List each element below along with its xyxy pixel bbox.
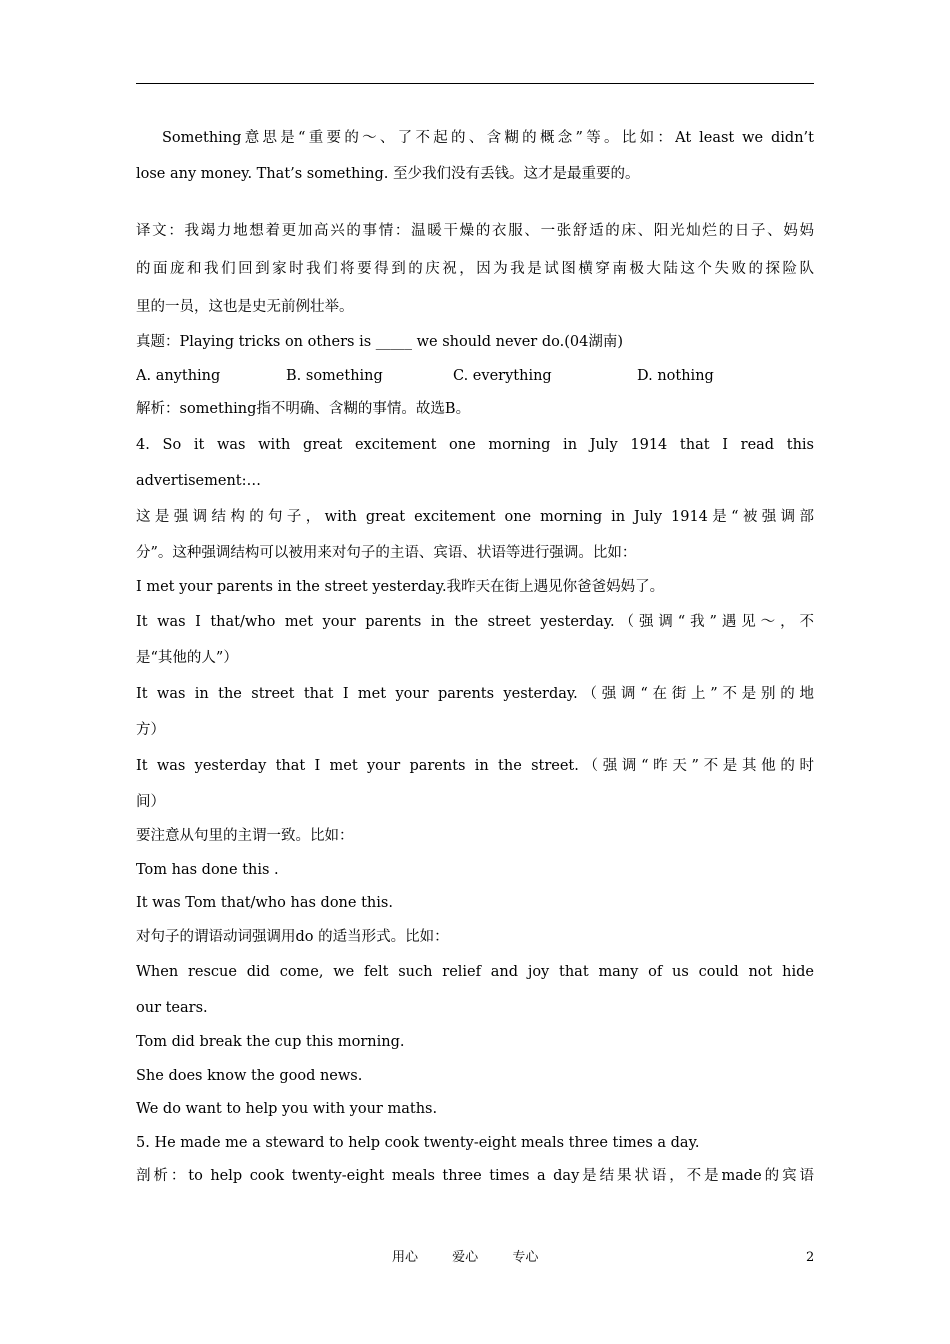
document-body: [136, 120, 814, 1194]
text-line: 方）: [136, 722, 165, 738]
paragraph-gap: [136, 192, 814, 212]
footer-motto: [392, 1248, 568, 1268]
text-line: 里的一员，这也是史无前例壮举。: [136, 299, 354, 315]
footer-motto-item: 爱心: [452, 1250, 479, 1265]
page-footer: [0, 1248, 950, 1268]
option-b: B. something: [286, 367, 383, 384]
footer-motto-item: 专心: [512, 1250, 539, 1265]
text-line: 4. So it was with great excitement one morning in July 1914 that I read this: [136, 436, 814, 453]
text-line: 的面庞和我们回到家时我们将要得到的庆祝，因为我是试图横穿南极大陆这个失败的探险队: [136, 261, 814, 277]
text-line: advertisement:…: [136, 472, 261, 489]
text-line: 是“其他的人”）: [136, 650, 238, 666]
text-line: 5. He made me a steward to help cook twenty-eight meals three times a day.: [136, 1134, 700, 1151]
text-line: 解析：something指不明确、含糊的事情。故选B。: [136, 401, 471, 417]
footer-motto-item: 用心: [392, 1250, 419, 1265]
text-line: She does know the good news.: [136, 1067, 363, 1084]
header-rule: [136, 83, 814, 84]
text-line: 剖析：to help cook twenty-eight meals three times a day是结果状语，不是made的宾语: [136, 1168, 814, 1184]
text-line: Something意思是“重要的～、了不起的、含糊的概念”等。比如：At least we didn’t: [162, 130, 814, 146]
option-d: D. nothing: [637, 367, 714, 384]
text-line: When rescue did come, we felt such relief and joy that many of us could not hide: [136, 964, 814, 980]
text-line: 间）: [136, 794, 165, 810]
text-line: 分”。这种强调结构可以被用来对句子的主语、宾语、状语等进行强调。比如：: [136, 544, 637, 561]
text-line: Tom has done this .: [136, 861, 279, 878]
text-line: It was in the street that I met your parents yesterday.（强调“在街上”不是别的地: [136, 686, 814, 702]
text-line: lose any money. That’s something. 至少我们没有丢钱。这才是最重要的。: [136, 166, 640, 182]
text-line: I met your parents in the street yesterday.我昨天在街上遇见你爸爸妈妈了。: [136, 578, 665, 595]
text-line: Tom did break the cup this morning.: [136, 1034, 405, 1050]
text-line: 要注意从句里的主谓一致。比如：: [136, 828, 354, 844]
text-line: It was yesterday that I met your parents in the street.（强调“昨天”不是其他的时: [136, 758, 814, 774]
text-line: We do want to help you with your maths.: [136, 1101, 438, 1117]
option-c: C. everything: [453, 367, 552, 384]
text-line: It was I that/who met your parents in the street yesterday.（强调“我”遇见～，不: [136, 614, 814, 630]
page-number: 2: [806, 1250, 815, 1265]
text-line: 对句子的谓语动词强调用do 的适当形式。比如：: [136, 928, 449, 945]
answer-options: [136, 360, 814, 394]
option-a: A. anything: [136, 367, 221, 384]
text-line: It was Tom that/who has done this.: [136, 895, 393, 911]
question-line: 真题：Playing tricks on others is _____ we should never do.(04湖南): [136, 334, 623, 350]
text-line: our tears.: [136, 1000, 208, 1016]
text-line: 译文：我竭力地想着更加高兴的事情：温暖干燥的衣服、一张舒适的床、阳光灿烂的日子、妈妈: [136, 223, 814, 239]
text-line: 这是强调结构的句子，with great excitement one morning in July 1914是“被强调部: [136, 508, 814, 525]
